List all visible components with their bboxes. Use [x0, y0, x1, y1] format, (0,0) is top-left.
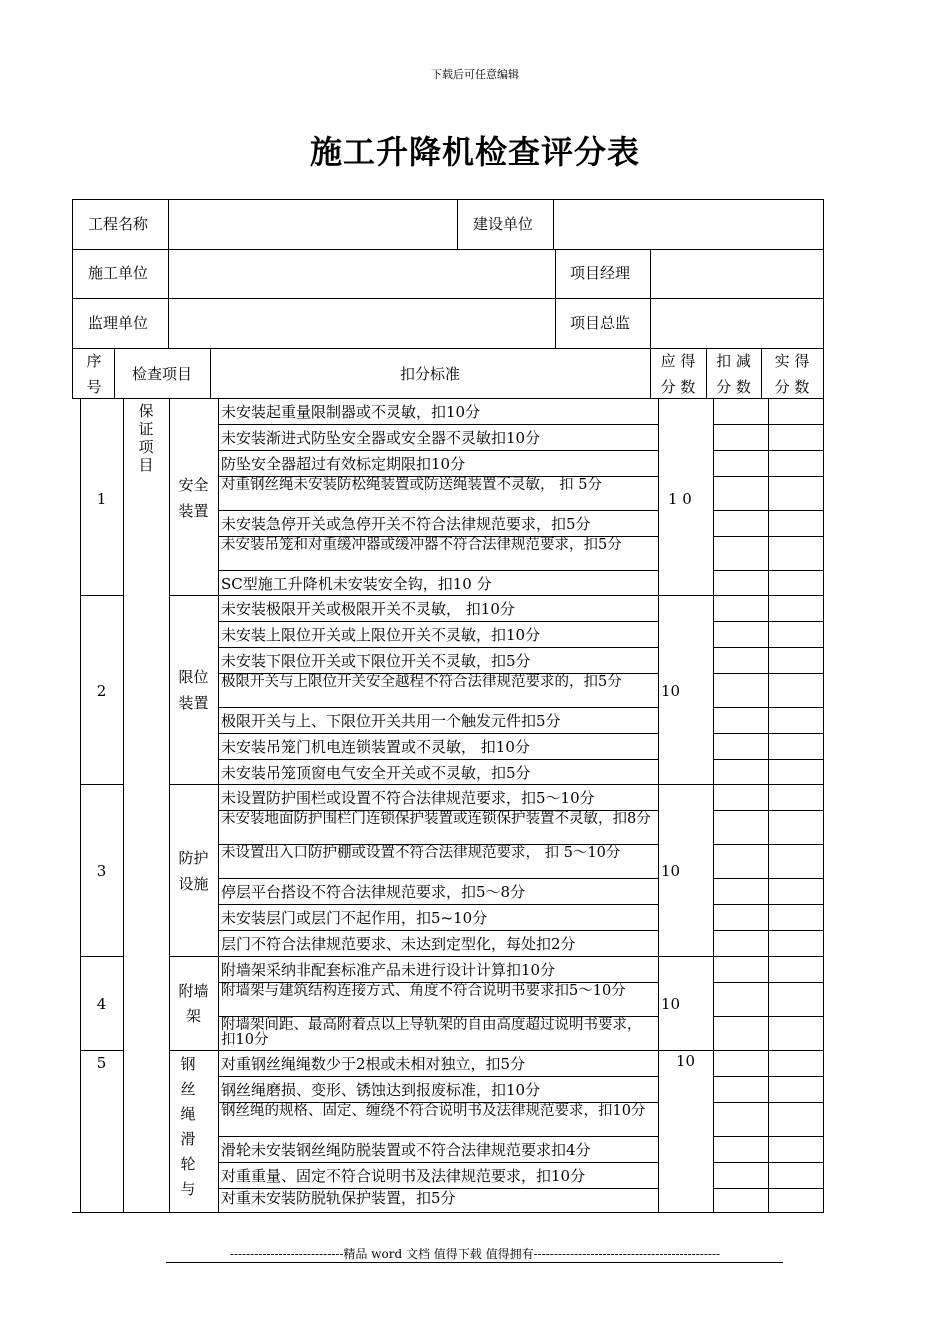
col-due-line2: 分 数 [660, 378, 696, 396]
col-item-header: 检查项目 [131, 365, 192, 383]
footer-note: ----------------------------精品 word 文档 值得下载 值得拥有---------------------------------------------- [229, 1247, 721, 1261]
criterion-row: 附墙架间距、最高附着点以上导轨架的自由高度超过说明书要求，扣10分 [221, 1017, 642, 1048]
criterion-row: 钢丝绳的规格、固定、缠绕不符合说明书及法律规范要求，扣10分 [221, 1103, 646, 1119]
col-no-line2: 号 [86, 378, 102, 396]
criterion-row: 附墙架与建筑结构连接方式、角度不符合说明书要求扣5～10分 [221, 983, 626, 999]
group-item-line: 设施 [178, 875, 209, 893]
group-item-line: 防护 [178, 849, 209, 867]
criterion-row: 未设置出入口防护棚或设置不符合法律规范要求， 扣 5～10分 [221, 845, 621, 861]
criterion-row: 防坠安全器超过有效标定期限扣10分 [221, 455, 466, 473]
header-note: 下载后可任意编辑 [431, 68, 519, 81]
due-score: 1 0 [668, 490, 692, 508]
criterion-row: 对重钢丝绳绳数少于2根或未相对独立，扣5分 [221, 1055, 526, 1073]
criterion-row: 未安装起重量限制器或不灵敏，扣10分 [221, 403, 481, 421]
col-actual-line1: 实 得 [774, 352, 810, 370]
group-item-line: 附墙 [178, 982, 209, 1000]
criterion-row: 滑轮未安装钢丝绳防脱装置或不符合法律规范要求扣4分 [221, 1141, 591, 1159]
group-item-line: 与 [180, 1180, 196, 1198]
col-due-line1: 应 得 [660, 352, 696, 370]
col-deduct-line2: 分 数 [716, 378, 751, 396]
group-item-line: 限位 [178, 668, 209, 686]
col-criteria-header: 扣分标准 [399, 365, 460, 383]
col-actual-line2: 分 数 [774, 378, 810, 396]
group-item-line: 钢 [180, 1055, 196, 1073]
project-manager-label: 项目经理 [570, 264, 631, 282]
category-char: 项 [138, 438, 154, 456]
criterion-row: 钢丝绳磨损、变形、锈蚀达到报废标准，扣10分 [221, 1081, 541, 1099]
due-score: 10 [661, 995, 681, 1013]
builder-label: 建设单位 [473, 215, 534, 233]
group-item-line: 架 [185, 1007, 201, 1025]
group-item-line: 轮 [180, 1155, 196, 1173]
criterion-row: 附墙架采纳非配套标准产品未进行设计计算扣10分 [221, 961, 556, 979]
criterion-row: 未安装地面防护围栏门连锁保护装置或连锁保护装置不灵敏，扣8分 [221, 811, 651, 827]
criterion-row: 未安装下限位开关或下限位开关不灵敏，扣5分 [221, 652, 531, 670]
criterion-row: 未安装极限开关或极限开关不灵敏， 扣10分 [221, 600, 515, 618]
group-item-line: 丝 [180, 1080, 196, 1098]
contractor-label: 施工单位 [88, 264, 149, 282]
group-no: 5 [96, 1054, 107, 1072]
due-score: 10 [661, 862, 681, 880]
criterion-row: 停层平台搭设不符合法律规范要求，扣5～8分 [221, 883, 526, 901]
criterion-row: 对重钢丝绳未安装防松绳装置或防送绳装置不灵敏， 扣 5分 [221, 477, 602, 493]
category-char: 目 [138, 456, 154, 474]
supervisor-label: 监理单位 [88, 314, 149, 332]
project-name-label: 工程名称 [88, 215, 149, 233]
criterion-row: 未安装急停开关或急停开关不符合法律规范要求，扣5分 [221, 515, 591, 533]
criterion-row: 极限开关与上限位开关安全越程不符合法律规范要求的，扣5分 [221, 674, 622, 690]
col-no-line1: 序 [86, 352, 102, 370]
chief-supervisor-label: 项目总监 [570, 314, 631, 332]
criterion-row: 未安装渐进式防坠安全器或安全器不灵敏扣10分 [221, 429, 541, 447]
criterion-row: SC型施工升降机未安装安全钩，扣10 分 [221, 575, 492, 593]
criterion-row: 未安装上限位开关或上限位开关不灵敏，扣10分 [221, 626, 541, 644]
criterion-row: 未安装吊笼和对重缓冲器或缓冲器不符合法律规范要求，扣5分 [221, 537, 622, 553]
category-char: 证 [138, 420, 154, 438]
criterion-row: 未设置防护围栏或设置不符合法律规范要求，扣5～10分 [221, 789, 595, 807]
criterion-row: 对重未安装防脱轨保护装置，扣5分 [221, 1189, 456, 1207]
group-item-line: 装置 [178, 502, 209, 520]
col-deduct-line1: 扣 减 [716, 352, 751, 370]
group-no: 2 [96, 682, 107, 700]
due-score: 10 [676, 1052, 696, 1070]
group-no: 1 [96, 490, 107, 508]
group-item-line: 安全 [178, 476, 209, 494]
criterion-row: 未安装吊笼顶窗电气安全开关或不灵敏，扣5分 [221, 764, 531, 782]
criterion-row: 对重重量、固定不符合说明书及法律规范要求，扣10分 [221, 1167, 586, 1185]
page-title: 施工升降机检查评分表 [309, 133, 640, 171]
group-no: 3 [96, 862, 107, 880]
criterion-row: 层门不符合法律规范要求、未达到定型化，每处扣2分 [221, 935, 576, 953]
criterion-row: 未安装吊笼门机电连锁装置或不灵敏， 扣10分 [221, 738, 530, 756]
group-item-line: 绳 [180, 1105, 196, 1123]
category-char: 保 [138, 402, 154, 420]
group-no: 4 [96, 995, 107, 1013]
group-item-line: 装置 [178, 694, 209, 712]
criterion-row: 未安装层门或层门不起作用，扣5~10分 [221, 909, 488, 927]
due-score: 10 [661, 682, 681, 700]
criterion-row: 极限开关与上、下限位开关共用一个触发元件扣5分 [221, 712, 561, 730]
group-item-line: 滑 [180, 1130, 196, 1148]
